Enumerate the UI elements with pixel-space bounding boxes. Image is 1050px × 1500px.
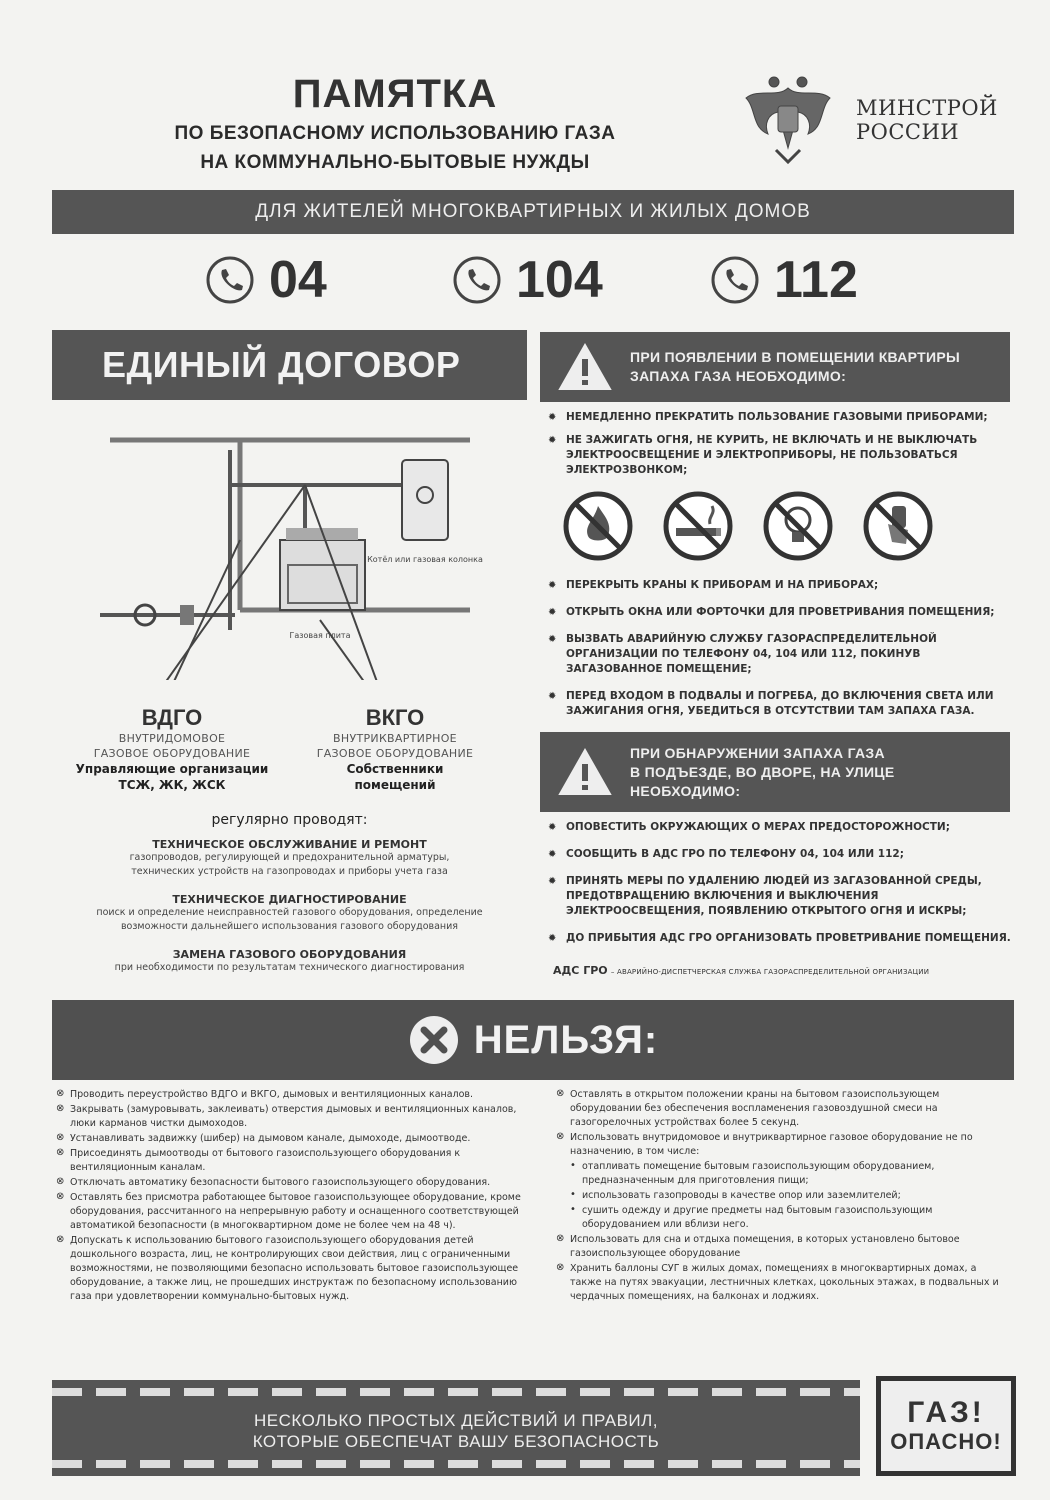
list-item: ⊗ Присоединять дымоотводы от бытового газоиспользующего оборудования к вентиляционным каналам. (56, 1147, 536, 1175)
stove-label: Газовая плита (289, 631, 351, 640)
single-contract-heading: ЕДИНЫЙ ДОГОВОР (52, 330, 527, 400)
list-item: ⊗ Использовать внутридомовое и внутриквартирное газовое оборудование не по назначению, в том числе: (556, 1131, 1006, 1159)
apartment-actions-top (548, 410, 1013, 486)
apartment-actions-bottom (548, 578, 1013, 727)
vdgo-block (72, 705, 272, 793)
forbidden-rules-left (56, 1088, 536, 1305)
phone-04 (205, 250, 327, 310)
service-desc: поиск и определение неисправностей газового оборудования, определение (96, 907, 483, 918)
vkgo-owner-line1: Собственники (346, 762, 444, 776)
regular-services (52, 812, 527, 975)
list-item: ✹ ОПОВЕСТИТЬ ОКРУЖАЮЩИХ О МЕРАХ ПРЕДОСТОРОЖНОСТИ; (548, 820, 1013, 835)
apartment-heading-line1: ПРИ ПОЯВЛЕНИИ В ПОМЕЩЕНИИ КВАРТИРЫ (630, 349, 960, 365)
list-item: ✹ ПРИНЯТЬ МЕРЫ ПО УДАЛЕНИЮ ЛЮДЕЙ ИЗ ЗАГАЗОВАННОЙ СРЕДЫ, ПРЕДОТВРАЩЕНИЮ ВКЛЮЧЕНИЯ И ВЫКЛЮЧЕНИЯ ЭЛЕКТРООСВЕЩЕНИЯ, ПОЯВЛЕНИЮ ОТКРЫТОГО ОГНЯ И ИСКРЫ; (548, 874, 1013, 919)
vkgo-full-line1: ВНУТРИКВАРТИРНОЕ (333, 732, 457, 745)
vdgo-full-line2: ГАЗОВОЕ ОБОРУДОВАНИЕ (93, 747, 251, 760)
service-desc: технических устройств на газопроводах и приборы учета газа (131, 866, 448, 877)
ads-abbr: АДС ГРО (553, 964, 608, 977)
ministry-line1: МИНСТРОЙ (856, 96, 998, 120)
regular-lead: регулярно проводят: (211, 812, 368, 828)
list-item: ⊗ Закрывать (замуровывать, заклеивать) отверстия дымовых и вентиляционных каналов, люки карманов чистки дымоходов. (56, 1103, 536, 1131)
gas-equipment-diagram (90, 420, 490, 680)
phone-icon (205, 255, 255, 305)
ministry-line2: РОССИИ (856, 120, 960, 144)
no-doorbell-icon (862, 490, 934, 562)
ministry-logo-text (856, 96, 998, 144)
ads-definition: – АВАРИЙНО-ДИСПЕТЧЕРСКАЯ СЛУЖБА ГАЗОРАСПРЕДЕЛИТЕЛЬНОЙ ОРГАНИЗАЦИИ (610, 968, 930, 976)
service-desc: при необходимости по результатам технического диагностирования (114, 962, 465, 973)
list-item: • отапливать помещение бытовым газоиспользующим оборудованием, предназначенным для приготовления пищи; (556, 1160, 1006, 1188)
list-item: • сушить одежду и другие предметы над бытовым газоиспользующим оборудованием или вблизи него. (556, 1204, 1006, 1232)
list-item: ✹ СООБЩИТЬ В АДС ГРО ПО ТЕЛЕФОНУ 04, 104 ИЛИ 112; (548, 847, 1013, 862)
phone-number: 112 (774, 251, 858, 309)
list-item: ✹ НЕ ЗАЖИГАТЬ ОГНЯ, НЕ КУРИТЬ, НЕ ВКЛЮЧАТЬ И НЕ ВЫКЛЮЧАТЬ ЭЛЕКТРООСВЕЩЕНИЕ И ЭЛЕКТРОПРИБОРЫ, НЕ ПОЛЬЗОВАТЬСЯ ЭЛЕКТРОЗВОНКОМ; (548, 433, 1013, 478)
footer-line1: НЕСКОЛЬКО ПРОСТЫХ ДЕЙСТВИЙ И ПРАВИЛ, (253, 1411, 659, 1430)
list-item: ⊗ Устанавливать задвижку (шибер) на дымовом канале, дымоходе, дымоотводе. (56, 1132, 536, 1146)
service-heading: ЗАМЕНА ГАЗОВОГО ОБОРУДОВАНИЯ (172, 948, 407, 961)
list-item: ⊗ Отключать автоматику безопасности бытового газоиспользующего оборудования. (56, 1176, 536, 1190)
list-item: ✹ ПЕРЕД ВХОДОМ В ПОДВАЛЫ И ПОГРЕБА, ДО ВКЛЮЧЕНИЯ СВЕТА ИЛИ ЗАЖИГАНИЯ ОГНЯ, УБЕДИТЬСЯ В ОТСУТСТВИИ ТАМ ЗАПАХА ГАЗА. (548, 689, 1013, 719)
vdgo-owner-line1: Управляющие организации (75, 762, 269, 776)
memo-subtitle-line2: НА КОММУНАЛЬНО-БЫТОВЫЕ НУЖДЫ (200, 152, 590, 173)
phone-number: 104 (516, 251, 603, 309)
memo-title: ПАМЯТКА (292, 72, 498, 116)
vkgo-owner-line2: помещений (354, 778, 436, 792)
warning-triangle-icon (557, 747, 613, 797)
boiler-label: Котёл или газовая колонка (367, 555, 483, 564)
footer-line2: КОТОРЫЕ ОБЕСПЕЧАТ ВАШУ БЕЗОПАСНОСТЬ (252, 1432, 660, 1451)
list-item: ✹ ДО ПРИБЫТИЯ АДС ГРО ОРГАНИЗОВАТЬ ПРОВЕТРИВАНИЕ ПОМЕЩЕНИЯ. (548, 931, 1013, 946)
forbidden-title: НЕЛЬЗЯ: (473, 1017, 659, 1062)
vdgo-owner-line2: ТСЖ, ЖК, ЖСК (118, 778, 226, 792)
apartment-heading-line2: ЗАПАХА ГАЗА НЕОБХОДИМО: (630, 368, 847, 384)
memo-subtitle-line1: ПО БЕЗОПАСНОМУ ИСПОЛЬЗОВАНИЮ ГАЗА (174, 123, 616, 144)
phone-104 (452, 250, 603, 310)
outdoor-heading-line1: ПРИ ОБНАРУЖЕНИИ ЗАПАХА ГАЗА (630, 744, 885, 761)
list-item: ✹ ПЕРЕКРЫТЬ КРАНЫ К ПРИБОРАМ И НА ПРИБОРАХ; (548, 578, 1013, 593)
forbidden-rules-right (556, 1088, 1006, 1305)
boiler-icon (402, 460, 448, 540)
service-desc: газопроводов, регулирующей и предохранительной арматуры, (129, 852, 450, 863)
vkgo-full-line2: ГАЗОВОЕ ОБОРУДОВАНИЕ (316, 747, 474, 760)
list-item: ⊗ Хранить баллоны СУГ в жилых домах, помещениях в многоквартирных домах, а также на путях эвакуации, лестничных клетках, цокольных этажах, в подвальных и чердачных помещениях, на балконах и лоджиях. (556, 1262, 1006, 1304)
no-smoking-icon (662, 490, 734, 562)
warning-triangle-icon (557, 342, 613, 392)
audience-banner: ДЛЯ ЖИТЕЛЕЙ МНОГОКВАРТИРНЫХ И ЖИЛЫХ ДОМОВ (52, 190, 1014, 234)
list-item: • использовать газопроводы в качестве опор или заземлителей; (556, 1189, 1006, 1203)
vkgo-abbr: ВКГО (365, 705, 425, 730)
apartment-smell-heading (540, 332, 1010, 402)
danger-line1: ГАЗ! (907, 1396, 985, 1429)
outdoor-actions (548, 820, 1013, 954)
outdoor-heading-line3: НЕОБХОДИМО: (630, 782, 741, 799)
prohibition-pictograms (562, 490, 934, 562)
outdoor-heading-line2: В ПОДЪЕЗДЕ, ВО ДВОРЕ, НА УЛИЦЕ (630, 763, 895, 780)
gas-danger-sign (876, 1376, 1016, 1476)
phone-number: 04 (269, 251, 327, 309)
memo-header (110, 72, 680, 175)
forbidden-banner (52, 1000, 1014, 1080)
gas-stove-icon (280, 528, 365, 610)
ads-gro-note (553, 964, 929, 977)
list-item: ✹ ОТКРЫТЬ ОКНА ИЛИ ФОРТОЧКИ ДЛЯ ПРОВЕТРИВАНИЯ ПОМЕЩЕНИЯ; (548, 605, 1013, 620)
service-heading: ТЕХНИЧЕСКОЕ ОБСЛУЖИВАНИЕ И РЕМОНТ (152, 838, 427, 851)
service-desc: возможности дальнейшего использования газового оборудования (120, 921, 459, 932)
vkgo-block (295, 705, 495, 793)
vdgo-full-line1: ВНУТРИДОМОВОЕ (118, 732, 226, 745)
list-item: ⊗ Допускать к использованию бытового газоиспользующего оборудования детей дошкольного возраста, лиц, не контролирующих свои действия, лиц с ограниченными возможностями, не позволяющими безопасно использовать бытовое газоиспользующее оборудование, а также лиц, не прошедших инструктаж по безопасному использованию газа при удовлетворении коммунально-бытовых нужд. (56, 1234, 536, 1304)
service-heading: ТЕХНИЧЕСКОЕ ДИАГНОСТИРОВАНИЕ (172, 893, 407, 906)
list-item: ⊗ Проводить переустройство ВДГО и ВКГО, дымовых и вентиляционных каналов. (56, 1088, 536, 1102)
no-light-icon (762, 490, 834, 562)
list-item: ✹ ВЫЗВАТЬ АВАРИЙНУЮ СЛУЖБУ ГАЗОРАСПРЕДЕЛИТЕЛЬНОЙ ОРГАНИЗАЦИИ ПО ТЕЛЕФОНУ 04, 104 ИЛИ 112, ПОКИНУВ ЗАГАЗОВАННОЕ ПОМЕЩЕНИЕ; (548, 632, 1013, 677)
list-item: ⊗ Оставлять в открытом положении краны на бытовом газоиспользующем оборудовании без обеспечения воспламенения газовоздушной смеси на газогорелочных устройствах более 5 секунд. (556, 1088, 1006, 1130)
footer-banner (52, 1380, 860, 1476)
phone-icon (710, 255, 760, 305)
cross-circle-icon (408, 1014, 460, 1066)
phone-112 (710, 250, 858, 310)
list-item: ⊗ Использовать для сна и отдыха помещения, в которых установлено бытовое газоиспользующее оборудование (556, 1233, 1006, 1261)
list-item: ✹ НЕМЕДЛЕННО ПРЕКРАТИТЬ ПОЛЬЗОВАНИЕ ГАЗОВЫМИ ПРИБОРАМИ; (548, 410, 1013, 425)
no-fire-icon (562, 490, 634, 562)
vdgo-abbr: ВДГО (141, 705, 203, 730)
outdoor-smell-heading (540, 732, 1010, 812)
danger-line2: ОПАСНО! (890, 1429, 1002, 1454)
phone-icon (452, 255, 502, 305)
eagle-emblem-icon (738, 68, 838, 168)
list-item: ⊗ Оставлять без присмотра работающее бытовое газоиспользующее оборудование, кроме оборудования, рассчитанного на непрерывную работу и оснащенного соответствующей автоматикой безопасности (в многоквартирном доме не более чем на 48 ч). (56, 1191, 536, 1233)
